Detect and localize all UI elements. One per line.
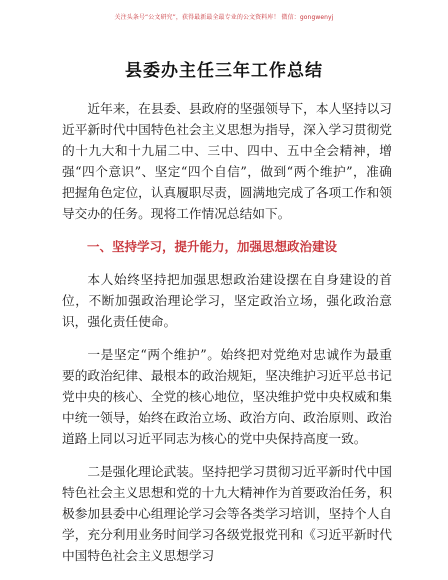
document-body: [62, 98, 392, 578]
section-paragraph: 本人始终坚持把加强思想政治建设摆在自身建设的首位，不断加强政治理论学习，坚定政治立场，强化政治意识，强化责任使命。: [62, 272, 392, 329]
section-paragraph: 一是坚定“两个维护”。始终把对党绝对忠诚作为最重要的政治纪律、最根本的政治规矩，坚决维护习近平总书记党中央的核心、全党的核心地位，坚决维护党中央权威和集中统一领导，始终在政治立场、政治方向、政治原则、政治道路上同以习近平同志为核心的党中央保持高度一致。: [62, 347, 392, 446]
intro-paragraph: 近年来，在县委、县政府的坚强领导下，本人坚持以习近平新时代中国特色社会主义思想为指导，深入学习贯彻党的十九大和十九届二中、三中、四中、五中全会精神，增强“四个意识”、坚定“四个自信”，做到“两个维护”，准确把握角色定位，认真履职尽责，圆满地完成了各项工作和领导交办的任务。现将工作情况总结如下。: [62, 101, 392, 221]
document-title: 县委办主任三年工作总结: [125, 61, 323, 81]
header-banner: 关注头条号“公文研究”，获得最新最全最专业的公文资料库！ 微信：gongwenyj: [114, 14, 334, 21]
section-heading: 一、坚持学习，提升能力，加强思想政治建设: [87, 239, 338, 254]
section-paragraph: 二是强化理论武装。坚持把学习贯彻习近平新时代中国特色社会主义思想和党的十九大精神作为首要政治任务，积极参加县委中心组理论学习会等各类学习培训，坚持个人自学，充分利用业务时间学习各级党报党刊和《习近平新时代中国特色社会主义思想学习: [62, 464, 392, 563]
